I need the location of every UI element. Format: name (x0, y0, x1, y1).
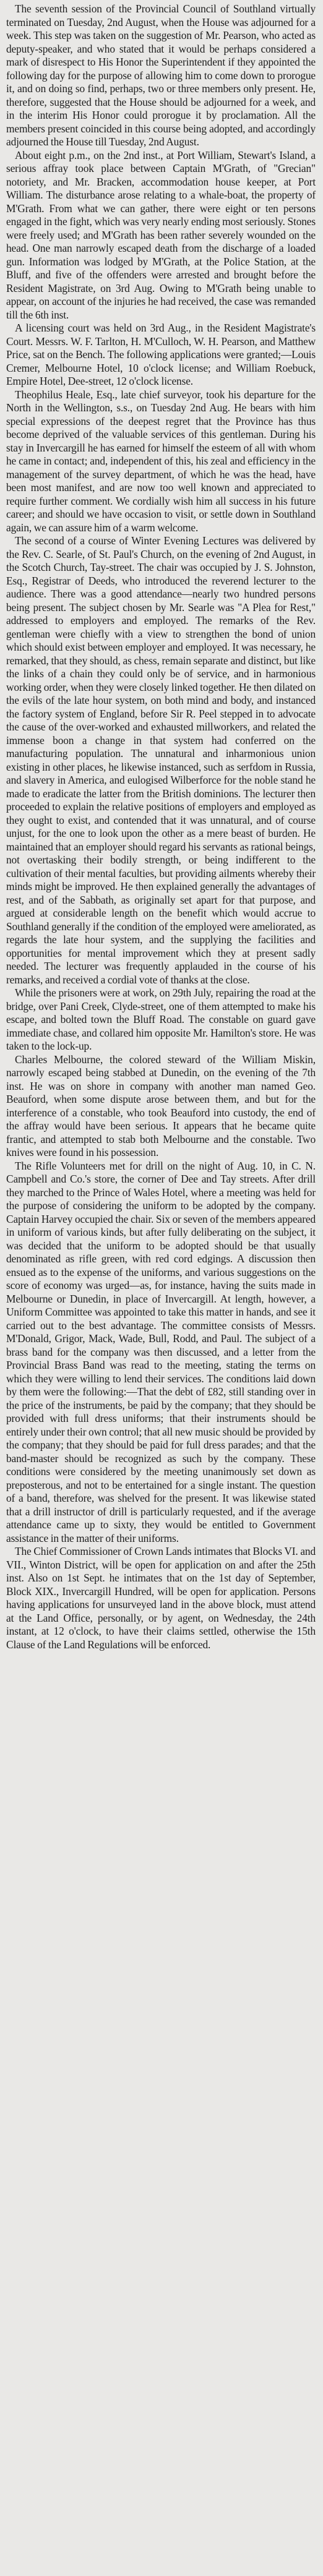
article-paragraph: The Rifle Volunteers met for drill on the night of Aug. 10, in C. N. Campbell and Co.'s store, the corner of Dee and Tay streets. After drill they marched to the Prince of Wales Hotel, where a meeting was held for the purpose of considering the uniform to be adopted by the company. Captain Harvey occupied the chair. Six or seven of the members appeared in uniform of various kinds, but after fully deliberating on the subject, it was decided that the uniform to be adopted should be that usually denominated as rifle green, with red cord edgings. A discussion then ensued as to the expense of the uniforms, and various suggestions on the score of economy was urged—as, for instance, having the suits made in Melbourne or Dunedin, in place of Invercargill. At length, however, a Uniform Committee was appointed to take this matter in hands, and see it carried out to the best advantage. The committee consists of Messrs. M'Donald, Grigor, Mack, Wade, Bull, Rodd, and Paul. The subject of a brass band for the company was then discussed, and a letter from the Provincial Brass Band was read to the meeting, stating the terms on which they were willing to lend their services. The conditions laid down by them were the following:—That the debt of £82, still standing over in the price of the instruments, be paid by the company; that they should be provided with full dress uniforms; that their instruments should be entirely under their own control; that all new music should be provided by the company; that they should be paid for full dress parades; and that the band-master should be recognized as such by the company. These conditions were considered by the meeting unanimously set down as preposterous, and not to be entertained for a single instant. The question of a band, therefore, was shelved for the present. It was likewise stated that a drill instructor of drill is particularly requested, and if the average attendance came up to sixty, they would be entitled to Government assistance in the matter of their uniforms. (6, 1159, 316, 1544)
article-paragraph: Charles Melbourne, the colored steward of the William Miskin, narrowly escaped being stabbed at Dunedin, on the evening of the 7th inst. He was on shore in company with another man named Geo. Beauford, when some dispute arose between them, and but for the interference of a constable, who took Beauford into custody, the end of the affray would have been serious. It appears that he became quite frantic, and attempted to stab both Melbourne and the constable. Two knives were found in his possession. (6, 1053, 316, 1158)
article-paragraph: While the prisoners were at work, on 29th July, repairing the road at the bridge, over Pani Creek, Clyde-street, one of them attempted to make his escape, and bolted town the Bluff Road. The constable on guard gave immediate chase, and collared him opposite Mr. Hamilton's store. He was taken to the lock-up. (6, 986, 316, 1052)
newspaper-column (6, 2, 316, 1651)
article-paragraph: Theophilus Heale, Esq., late chief surveyor, took his departure for the North in the Wellington, s.s., on Tuesday 2nd Aug. He bears with him special expressions of the deepest regret that the Province has thus become deprived of the valuable services of this gentleman. During his stay in Invercargill he has earned for himself the esteem of all with whom he came in contact; and, independent of this, his zeal and efficiency in the management of the survey department, of which he was the head, have been most manifest, and are now too well known and appreciated to require further comment. We cordially wish him all success in his future career; and should we have occasion to visit, or settle down in Southland again, we can assure him of a warm welcome. (6, 388, 316, 534)
article-paragraph: The Chief Commissioner of Crown Lands intimates that Blocks VI. and VII., Winton District, will be open for application on and after the 25th inst. Also on 1st Sept. he intimates that on the 1st day of September, Block XIX., Invercargill Hundred, will be open for application. Persons having applications for unsurveyed land in the above block, must attend at the Land Office, personally, or by agent, on Wednesday, the 24th instant, at 12 o'clock, to have their claims settled, otherwise the 15th Clause of the Land Regulations will be enforced. (6, 1545, 316, 1651)
article-paragraph: A licensing court was held on 3rd Aug., in the Resident Magistrate's Court. Messrs. W. F. Tarlton, H. M'Culloch, W. H. Pearson, and Matthew Price, sat on the Bench. The following applications were granted;—Louis Cremer, Melbourne Hotel, 10 o'clock license; and William Roebuck, Empire Hotel, Dee-street, 12 o'clock license. (6, 322, 316, 387)
article-paragraph: The second of a course of Winter Evening Lectures was delivered by the Rev. C. Searle, of St. Paul's Church, on the evening of 2nd August, in the Scotch Church, Tay-street. The chair was occupied by J. S. Johnston, Esq., Registrar of Deeds, who introduced the reverend lecturer to the audience. There was a good attendance—nearly two hundred persons being present. The subject chosen by Mr. Searle was "A Plea for Rest," addressed to employers and employed. The remarks of the Rev. gentleman were chiefly with a view to strengthen the bond of union which should exist between employer and employed. It was necessary, he remarked, that they should, as chess, remain separate and distinct, but like the links of a chain they could only be of service, and in harmonious working order, when they were closely linked together. He then dilated on the evils of the late hour system, on both mind and body, and instanced the factory system of England, before Sir R. Peel stepped in to advocate the cause of the over-worked and exhausted millworkers, and related the immense boon a change in that system had conferred on the manufacturing population. The unnatural and inharmonious union existing in other places, he likewise instanced, such as serfdom in Russia, and slavery in America, and eulogised Wilberforce for the noble stand he made to eradicate the latter from the British dominions. The lecturer then proceeded to explain the relative positions of employers and employed as they ought to exist, and contended that it was unnatural, and of course unjust, for the one to look upon the other as a mere beast of burden. He maintained that an employer should regard his servants as rational beings, not overtasking their bodily strength, or being indifferent to the cultivation of their mental faculties, but providing ailments whereby their minds might be improved. He then explained generally the advantages of rest, and of the Sabbath, as originally set apart for that purpose, and argued at considerable length on the benefit which would accrue to Southland generally if the condition of the employed were ameliorated, as regards the late hour system, and the supplying the facilities and opportunities for mental improvement which they at present sadly needed. The lecturer was frequently applauded in the course of his remarks, and received a cordial vote of thanks at the close. (6, 534, 316, 986)
article-paragraph: The seventh session of the Provincial Council of Southland virtually terminated on Tuesday, 2nd August, when the House was adjourned for a week. This step was taken on the suggestion of Mr. Pearson, who acted as deputy-speaker, and who stated that it would be perhaps considered a mark of disrespect to His Honor the Superintendent if they appointed the following day for the purpose of allowing him to come down to prorogue it, and on doing so find, perhaps, two or three members only present. He, therefore, suggested that the House should be adjourned for a week, and in the interim His Honor could prorogue it by proclamation. All the members present coincided in this course being adopted, and accordingly adjourned the House till Tuesday, 2nd August. (6, 2, 316, 148)
article-paragraph: About eight p.m., on the 2nd inst., at Port William, Stewart's Island, a serious affray took place between Captain M'Grath, of "Grecian" notoriety, and Mr. Bracken, accommodation house keeper, at Port William. The disturbance arose relating to a whale-boat, the property of M'Grath. From what we can gather, there were eight or ten persons engaged in the fight, which was very nearly ending most seriously. Stones were freely used; and M'Grath has been rather severely wounded on the head. One man narrowly escaped death from the discharge of a loaded gun. Information was lodged by M'Grath, at the Police Station, at the Bluff, and five of the offenders were arrested and brought before the Resident Magistrate, on 3rd Aug. Owing to M'Grath being unable to appear, on account of the injuries he had received, the case was remanded till the 6th inst. (6, 148, 316, 321)
